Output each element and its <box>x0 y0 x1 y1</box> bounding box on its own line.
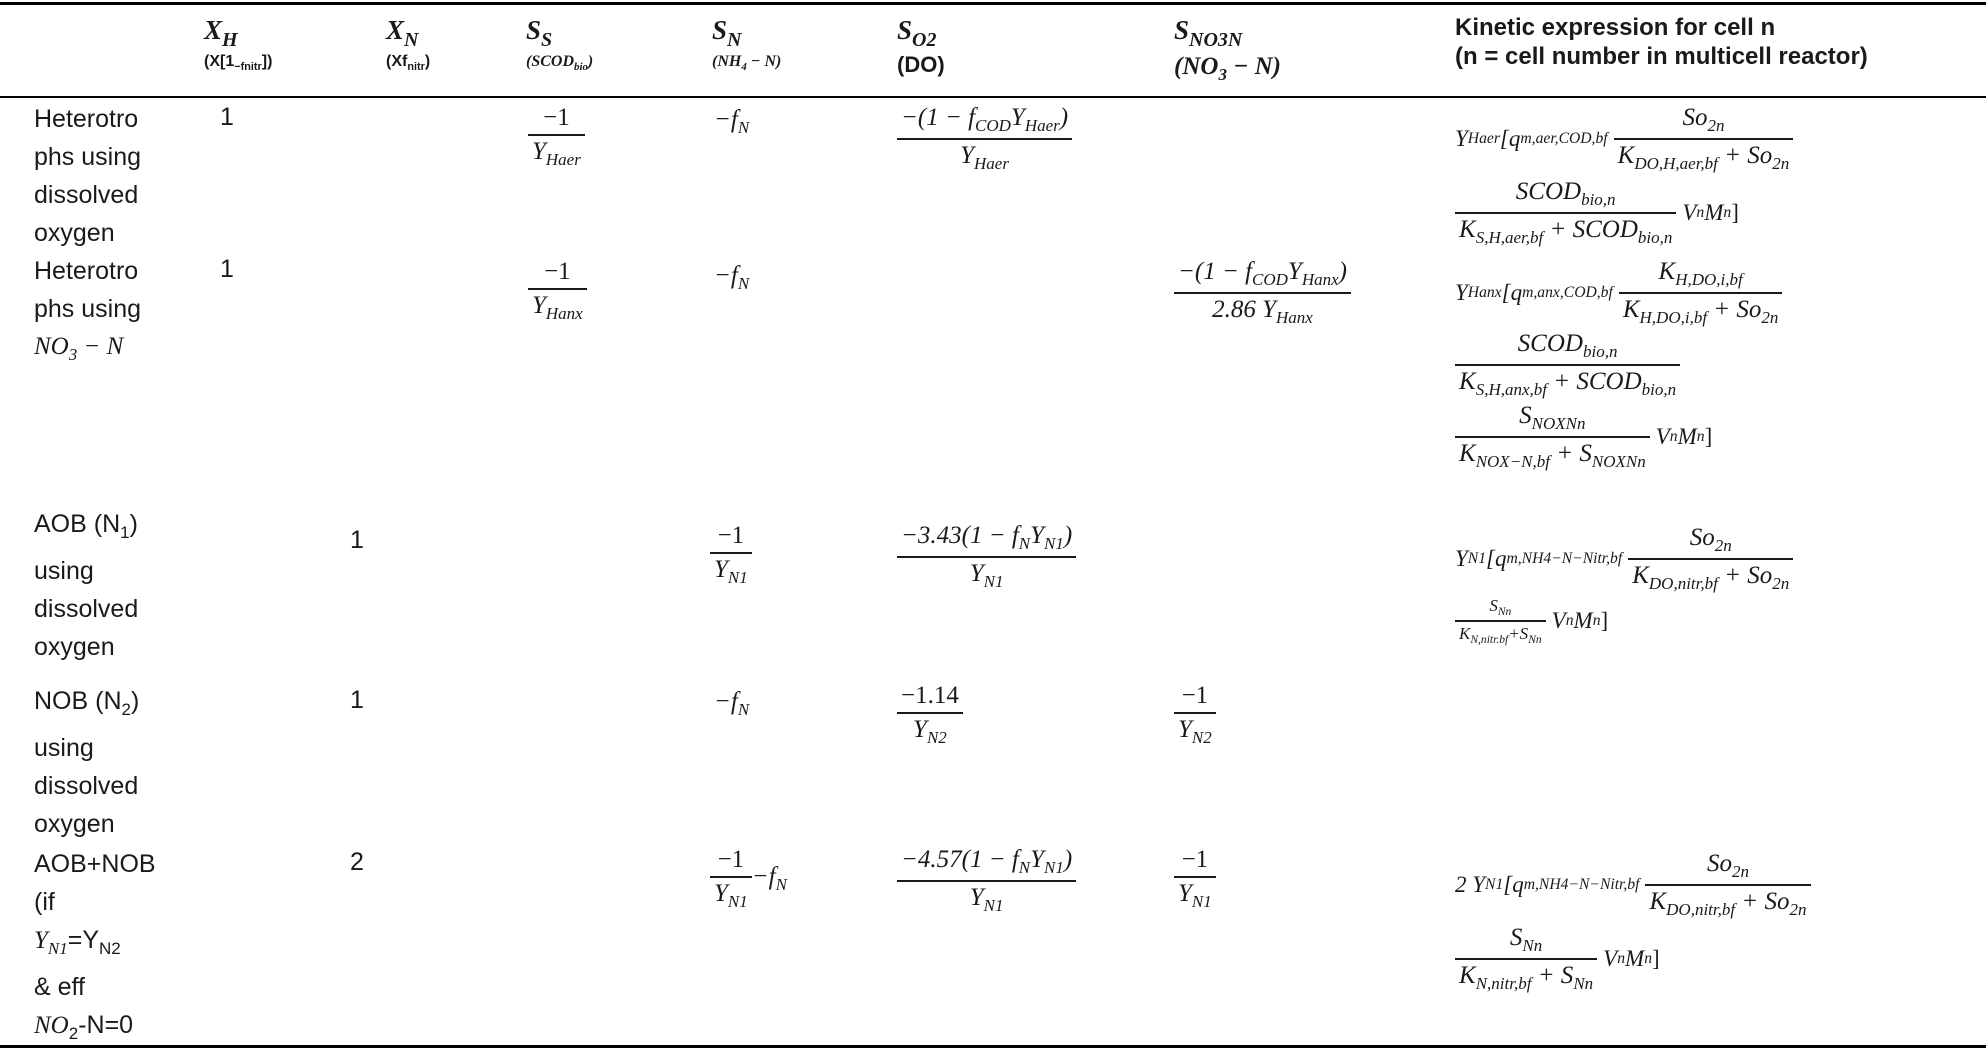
cell-ss: −1 $Y_{Hanx}$ <box>528 258 587 324</box>
cell-sno3n: −1 $Y_{N2}$ <box>1174 682 1216 748</box>
header-sn: $S_N$ $(NH_4 - N)$ <box>712 15 782 73</box>
header-xn: $X_N$ $(Xf_{nitr})$ <box>386 15 431 73</box>
cell-sn: $-f_N$ <box>714 262 750 293</box>
cell-ss: −1 $Y_{Haer}$ <box>528 104 585 170</box>
header-ss: $S_S$ $(SCOD_{bio})$ <box>526 15 594 73</box>
row-label-aob: AOB $(N_1)$ using dissolved oxygen <box>34 510 139 661</box>
row-label-nob: NOB $(N_2)$ using dissolved oxygen <box>34 687 140 838</box>
kinetic-expression: Y Hanx [q m,anx,COD,bf $\frac{K_{H,DO,i,bf}}{K_{H,DO,i,bf} + So_{2n}}$ $\frac{SCOD_{bio,n}}{K_{S,H,anx,bf} + SCOD_{bio,n}}$ $\frac{S_{NOXNn}}{K_{NOX-N,bf} + S_{NOXNn}}$ V n M n ] <box>1455 258 1782 472</box>
cell-sno3n: −1 $Y_{N1}$ <box>1174 846 1216 912</box>
cell-sno3n: $-(1 - f_{COD}Y_{Hanx})$ 2.86 $Y_{Hanx}$ <box>1174 258 1351 328</box>
header-sno3n: $S_{NO3N}$ $(NO_3 - N)$ <box>1174 15 1281 84</box>
cell-so2: $-3.43(1 - f_NY_{N1})$ $Y_{N1}$ <box>897 522 1076 592</box>
bottom-rule <box>0 1045 1986 1048</box>
cell-so2: $-(1 - f_{COD}Y_{Haer})$ $Y_{Haer}$ <box>897 104 1072 174</box>
header-xh: $X_H$ $(X[1_{-fnitr}])$ <box>204 15 273 73</box>
cell-sn: $-f_N$ <box>714 688 750 719</box>
kinetic-expression: Y Haer [q m,aer,COD,bf $\frac{So_{2n}}{K_{DO,H,aer,bf} + So_{2n}}$ $\frac{SCOD_{bio,n}}{K_{S,H,aer,bf} + SCOD_{bio,n}}$ V n M n ] <box>1455 104 1793 248</box>
cell-xn: 1 <box>350 686 364 714</box>
header-so2: $S_{O2}$ (DO) <box>897 15 945 77</box>
cell-so2: −1.14 $Y_{N2}$ <box>897 682 963 748</box>
cell-sn: $-f_N$ <box>714 106 750 137</box>
top-rule <box>0 2 1986 5</box>
cell-sn: $\frac{-1}{Y_{N1}}$ $-f_N$ <box>710 846 787 912</box>
cell-xh: 1 <box>220 103 234 131</box>
cell-xn: 1 <box>350 526 364 554</box>
cell-xh: 1 <box>220 255 234 283</box>
kinetic-expression: Y N1 [q m,NH4−N−Nitr,bf $\frac{So_{2n}}{K_{DO,nitr,bf} + So_{2n}}$ $\frac{S_{Nn}}{K_{N,nitr.bf}+S_{Nn}}$ V n M n ] <box>1455 524 1793 646</box>
header-rule <box>0 96 1986 98</box>
cell-xn: 2 <box>350 848 364 876</box>
cell-so2: $-4.57(1 - f_NY_{N1})$ $Y_{N1}$ <box>897 846 1076 916</box>
row-label-aob-nob: AOB+NOB (if $Y_{N1}=Y_{N2}$ & eff $NO_2-N=0$ <box>34 850 156 1043</box>
header-kinetic: Kinetic expression for cell n (n = cell number in multicell reactor) <box>1455 14 1868 70</box>
row-label-heterotrophs-no3: Heterotro phs using $NO_3 - N$ <box>34 257 142 364</box>
cell-sn: −1 $Y_{N1}$ <box>710 522 752 588</box>
kinetic-expression: 2 Y N1 [q m,NH4−N−Nitr,bf $\frac{So_{2n}}{K_{DO,nitr,bf} + So_{2n}}$ $\frac{S_{Nn}}{K_{N,nitr,bf} + S_{Nn}}$ V n M n ] <box>1455 850 1811 994</box>
row-label-heterotrophs-do: Heterotro phs using dissolved oxygen <box>34 105 142 247</box>
